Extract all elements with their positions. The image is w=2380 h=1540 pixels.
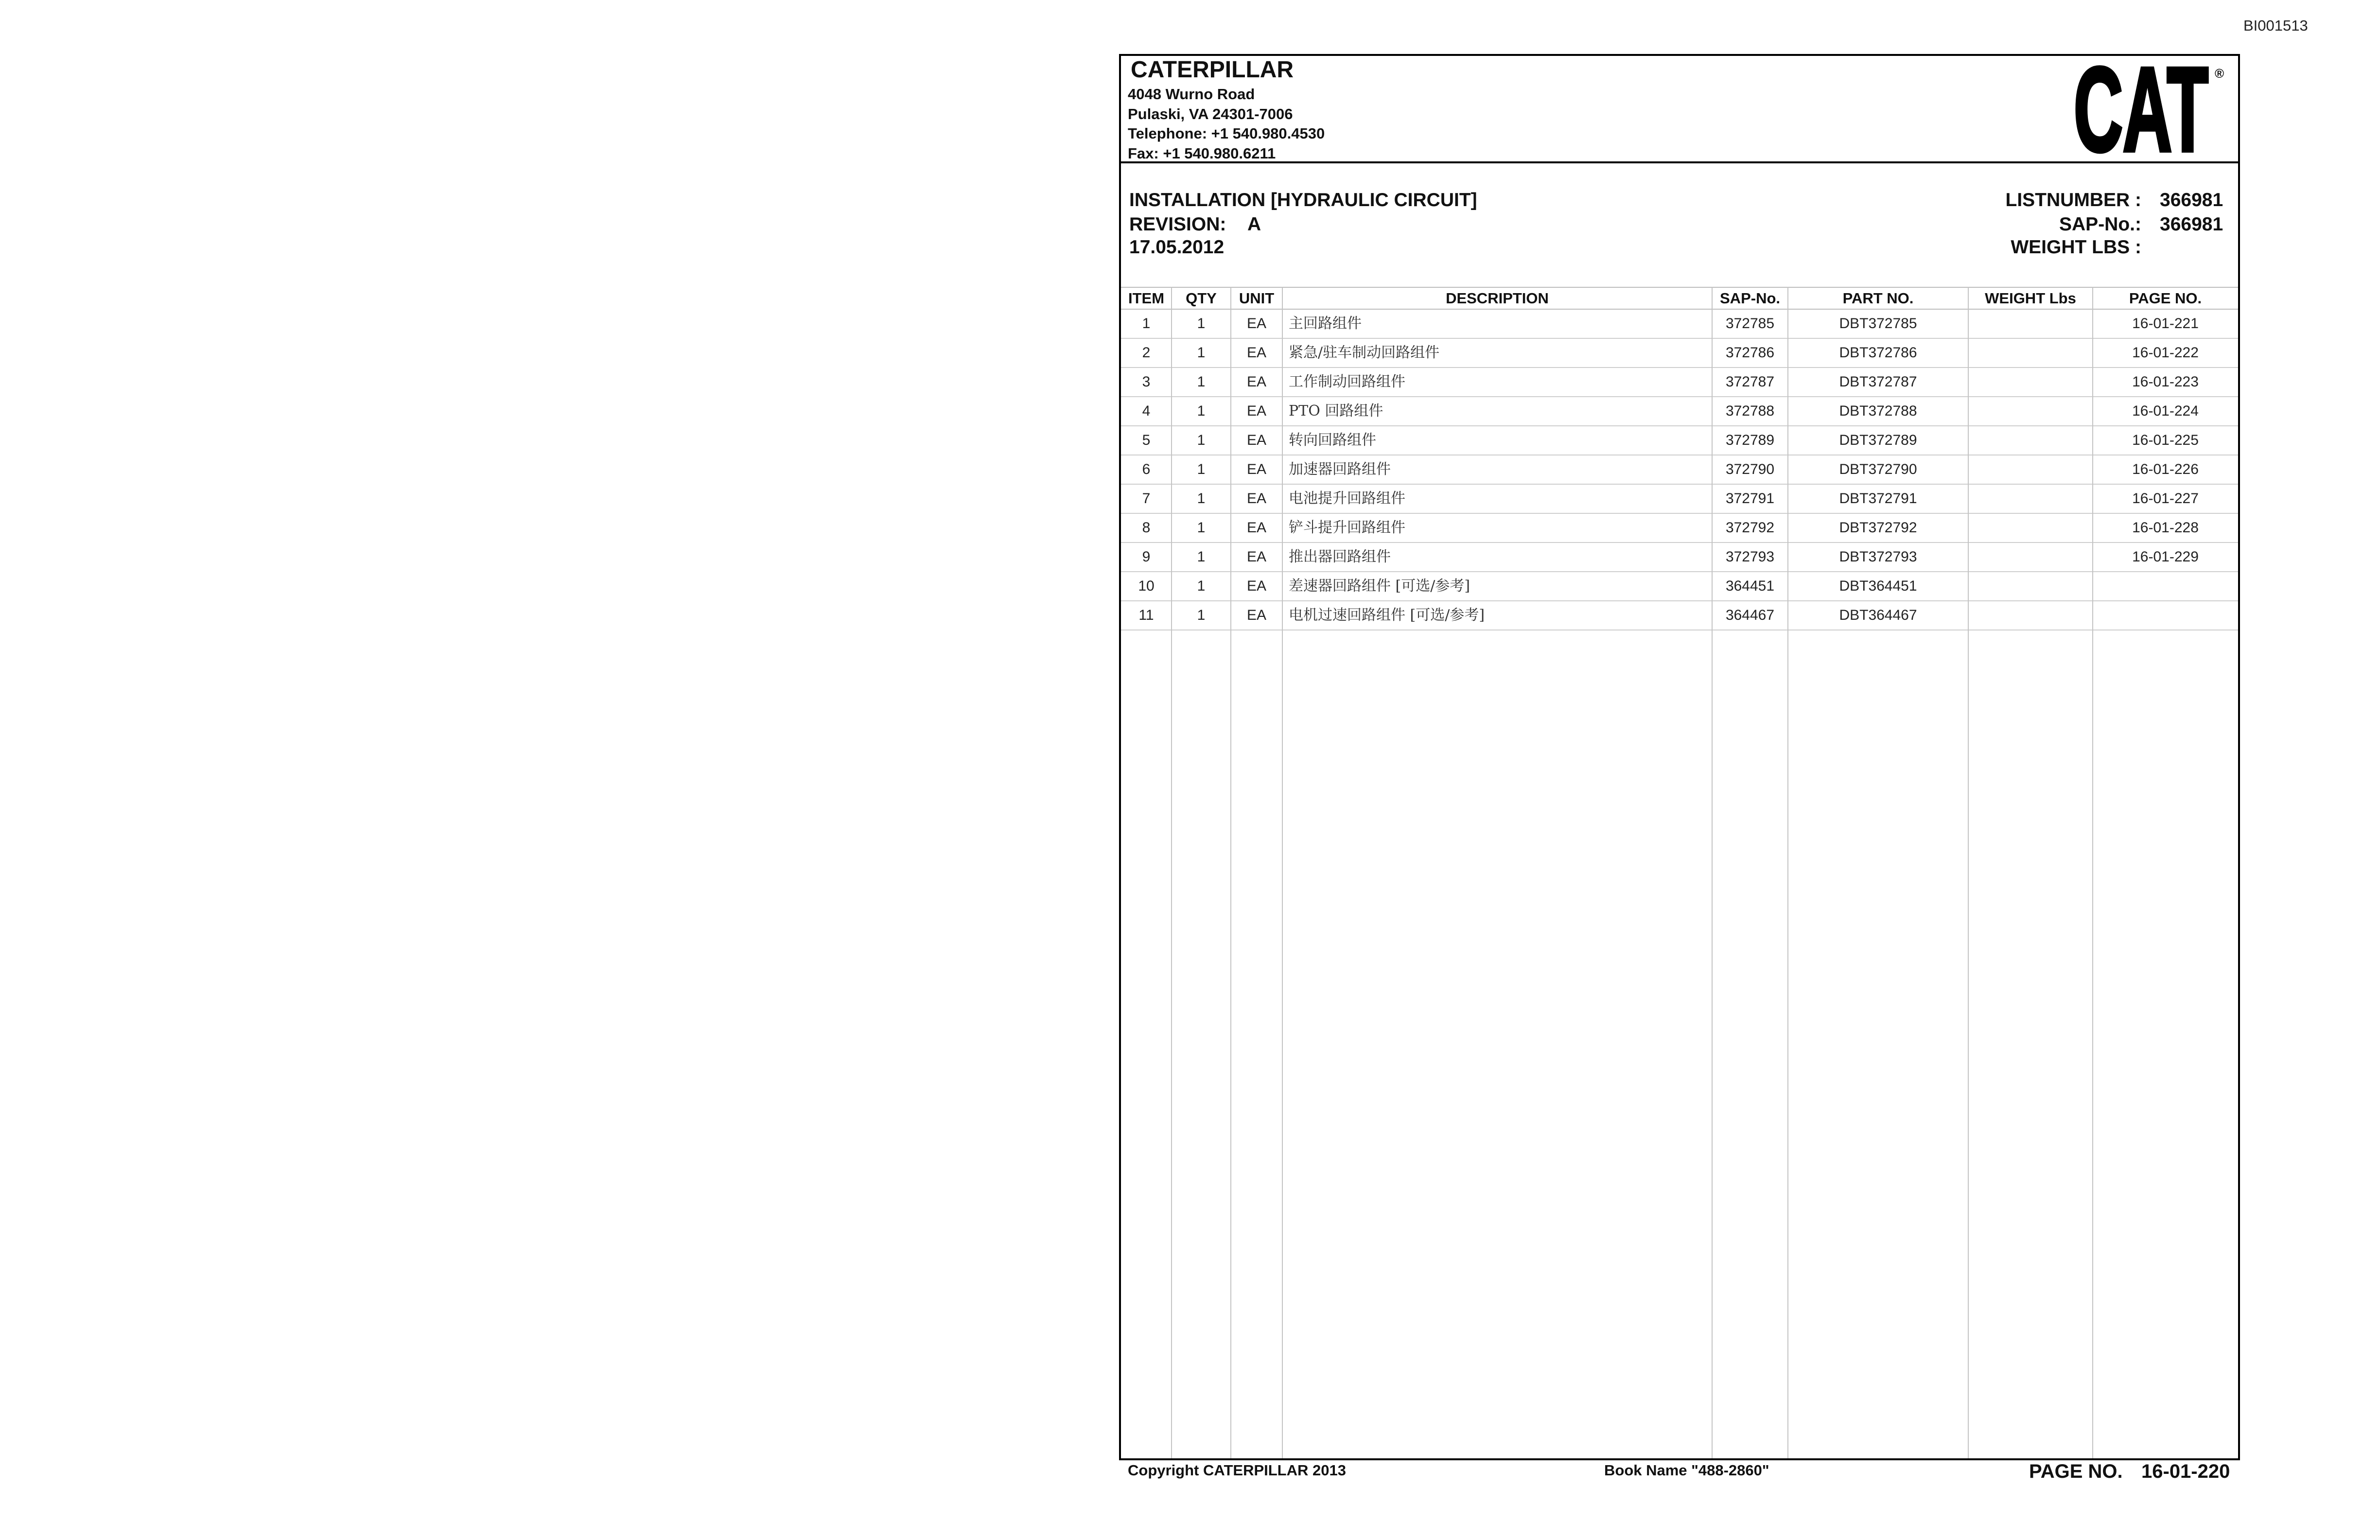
qty-cell: 1 bbox=[1172, 339, 1231, 368]
unit-cell: EA bbox=[1231, 455, 1282, 485]
page-no-cell: 16-01-228 bbox=[2093, 514, 2238, 543]
page-no-cell bbox=[2093, 572, 2238, 601]
weight-cell bbox=[1968, 397, 2093, 426]
parts-table bbox=[1121, 287, 2238, 630]
sap-no-cell: 364467 bbox=[1712, 601, 1788, 630]
item-cell: 9 bbox=[1121, 543, 1172, 572]
part-no-cell: DBT364451 bbox=[1788, 572, 1968, 601]
table-row bbox=[1121, 310, 2238, 339]
weight-cell bbox=[1968, 601, 2093, 630]
revision-label: REVISION: bbox=[1129, 214, 1226, 235]
page-no-cell: 16-01-227 bbox=[2093, 485, 2238, 514]
cat-logo-icon bbox=[2072, 62, 2218, 155]
description-cell: 推出器回路组件 bbox=[1282, 543, 1712, 572]
qty-cell: 1 bbox=[1172, 514, 1231, 543]
weight-cell bbox=[1968, 455, 2093, 485]
item-cell: 11 bbox=[1121, 601, 1172, 630]
part-no-cell: DBT372787 bbox=[1788, 368, 1968, 397]
table-row bbox=[1121, 426, 2238, 455]
column-divider bbox=[1712, 287, 1713, 1458]
weight-cell bbox=[1968, 426, 2093, 455]
company-address bbox=[1128, 85, 1325, 163]
address-line-street: 4048 Wurno Road bbox=[1128, 86, 1255, 103]
item-cell: 3 bbox=[1121, 368, 1172, 397]
sap-no-cell: 372792 bbox=[1712, 514, 1788, 543]
registered-mark-icon: ® bbox=[2215, 66, 2224, 81]
column-header-qty: QTY bbox=[1172, 287, 1231, 310]
table-row bbox=[1121, 368, 2238, 397]
unit-cell: EA bbox=[1231, 572, 1282, 601]
qty-cell: 1 bbox=[1172, 426, 1231, 455]
description-cell: 工作制动回路组件 bbox=[1282, 368, 1712, 397]
page-no-cell: 16-01-224 bbox=[2093, 397, 2238, 426]
item-cell: 7 bbox=[1121, 485, 1172, 514]
part-no-cell: DBT364467 bbox=[1788, 601, 1968, 630]
address-line-city: Pulaski, VA 24301-7006 bbox=[1128, 105, 1293, 122]
sap-no-cell: 364451 bbox=[1712, 572, 1788, 601]
weight-cell bbox=[1968, 485, 2093, 514]
page-number-value: 16-01-220 bbox=[2141, 1461, 2230, 1482]
weight-cell bbox=[1968, 368, 2093, 397]
column-header-part-no: PART NO. bbox=[1788, 287, 1968, 310]
unit-cell: EA bbox=[1231, 543, 1282, 572]
table-row bbox=[1121, 339, 2238, 368]
sap-no-cell: 372787 bbox=[1712, 368, 1788, 397]
column-header-page-no: PAGE NO. bbox=[2093, 287, 2238, 310]
column-divider bbox=[1968, 287, 1969, 1458]
page-no-cell: 16-01-226 bbox=[2093, 455, 2238, 485]
unit-cell: EA bbox=[1231, 601, 1282, 630]
description-cell: 紧急/驻车制动回路组件 bbox=[1282, 339, 1712, 368]
page-number-label: PAGE NO. bbox=[2029, 1461, 2123, 1482]
qty-cell: 1 bbox=[1172, 543, 1231, 572]
table-row bbox=[1121, 514, 2238, 543]
description-cell: 电池提升回路组件 bbox=[1282, 485, 1712, 514]
company-name: CATERPILLAR bbox=[1131, 57, 1294, 83]
sap-no-value: 366981 bbox=[2160, 214, 2223, 235]
description-cell: 加速器回路组件 bbox=[1282, 455, 1712, 485]
table-header-row bbox=[1121, 287, 2238, 310]
revision-value: A bbox=[1247, 214, 1261, 235]
item-cell: 1 bbox=[1121, 310, 1172, 339]
page-no-cell: 16-01-223 bbox=[2093, 368, 2238, 397]
page-no-cell: 16-01-222 bbox=[2093, 339, 2238, 368]
table-row bbox=[1121, 397, 2238, 426]
part-no-cell: DBT372793 bbox=[1788, 543, 1968, 572]
description-cell: 转向回路组件 bbox=[1282, 426, 1712, 455]
unit-cell: EA bbox=[1231, 368, 1282, 397]
description-cell: 电机过速回路组件 [可选/参考] bbox=[1282, 601, 1712, 630]
item-cell: 6 bbox=[1121, 455, 1172, 485]
part-no-cell: DBT372792 bbox=[1788, 514, 1968, 543]
item-cell: 8 bbox=[1121, 514, 1172, 543]
weight-cell bbox=[1968, 310, 2093, 339]
document-date: 17.05.2012 bbox=[1129, 237, 1225, 258]
part-no-cell: DBT372785 bbox=[1788, 310, 1968, 339]
column-header-item: ITEM bbox=[1121, 287, 1172, 310]
part-no-cell: DBT372789 bbox=[1788, 426, 1968, 455]
part-no-cell: DBT372791 bbox=[1788, 485, 1968, 514]
description-cell: 主回路组件 bbox=[1282, 310, 1712, 339]
table-row bbox=[1121, 455, 2238, 485]
list-number-label: LISTNUMBER : bbox=[2005, 190, 2141, 210]
qty-cell: 1 bbox=[1172, 455, 1231, 485]
weight-cell bbox=[1968, 572, 2093, 601]
page-no-cell bbox=[2093, 601, 2238, 630]
column-divider bbox=[1282, 287, 1283, 1458]
column-header-unit: UNIT bbox=[1231, 287, 1282, 310]
unit-cell: EA bbox=[1231, 426, 1282, 455]
unit-cell: EA bbox=[1231, 514, 1282, 543]
column-divider bbox=[1171, 287, 1172, 1458]
table-row bbox=[1121, 601, 2238, 630]
unit-cell: EA bbox=[1231, 397, 1282, 426]
weight-label: WEIGHT LBS : bbox=[2011, 237, 2141, 258]
description-cell: PTO 回路组件 bbox=[1282, 397, 1712, 426]
sap-no-cell: 372788 bbox=[1712, 397, 1788, 426]
document-frame bbox=[1119, 54, 2240, 1460]
part-no-cell: DBT372788 bbox=[1788, 397, 1968, 426]
part-no-cell: DBT372790 bbox=[1788, 455, 1968, 485]
qty-cell: 1 bbox=[1172, 485, 1231, 514]
address-line-telephone: Telephone: +1 540.980.4530 bbox=[1128, 125, 1325, 142]
qty-cell: 1 bbox=[1172, 397, 1231, 426]
sap-no-label: SAP-No.: bbox=[2059, 214, 2141, 235]
page-no-cell: 16-01-229 bbox=[2093, 543, 2238, 572]
page-no-cell: 16-01-221 bbox=[2093, 310, 2238, 339]
item-cell: 4 bbox=[1121, 397, 1172, 426]
copyright-notice: Copyright CATERPILLAR 2013 bbox=[1128, 1462, 1346, 1479]
unit-cell: EA bbox=[1231, 339, 1282, 368]
qty-cell: 1 bbox=[1172, 368, 1231, 397]
table-row bbox=[1121, 572, 2238, 601]
column-divider bbox=[1230, 287, 1231, 1458]
column-divider bbox=[2092, 287, 2093, 1458]
logo-wordmark: CAT bbox=[2074, 62, 2208, 155]
list-number-value: 366981 bbox=[2160, 190, 2223, 210]
item-cell: 5 bbox=[1121, 426, 1172, 455]
document-code: BI001513 bbox=[2243, 17, 2308, 34]
weight-cell bbox=[1968, 514, 2093, 543]
book-name: Book Name "488-2860" bbox=[1604, 1462, 1769, 1479]
weight-cell bbox=[1968, 543, 2093, 572]
qty-cell: 1 bbox=[1172, 601, 1231, 630]
column-header-weight: WEIGHT Lbs bbox=[1968, 287, 2093, 310]
page-no-cell: 16-01-225 bbox=[2093, 426, 2238, 455]
item-cell: 2 bbox=[1121, 339, 1172, 368]
qty-cell: 1 bbox=[1172, 310, 1231, 339]
table-row bbox=[1121, 485, 2238, 514]
table-row bbox=[1121, 543, 2238, 572]
part-no-cell: DBT372786 bbox=[1788, 339, 1968, 368]
unit-cell: EA bbox=[1231, 485, 1282, 514]
description-cell: 铲斗提升回路组件 bbox=[1282, 514, 1712, 543]
sap-no-cell: 372785 bbox=[1712, 310, 1788, 339]
column-header-sap-no: SAP-No. bbox=[1712, 287, 1788, 310]
sap-no-cell: 372791 bbox=[1712, 485, 1788, 514]
table-body bbox=[1121, 310, 2238, 630]
sap-no-cell: 372789 bbox=[1712, 426, 1788, 455]
document-title: INSTALLATION [HYDRAULIC CIRCUIT] bbox=[1129, 190, 1477, 210]
column-divider bbox=[1787, 287, 1788, 1458]
sap-no-cell: 372790 bbox=[1712, 455, 1788, 485]
qty-cell: 1 bbox=[1172, 572, 1231, 601]
address-line-fax: Fax: +1 540.980.6211 bbox=[1128, 144, 1276, 162]
weight-cell bbox=[1968, 339, 2093, 368]
item-cell: 10 bbox=[1121, 572, 1172, 601]
column-header-description: DESCRIPTION bbox=[1282, 287, 1712, 310]
unit-cell: EA bbox=[1231, 310, 1282, 339]
sap-no-cell: 372793 bbox=[1712, 543, 1788, 572]
sap-no-cell: 372786 bbox=[1712, 339, 1788, 368]
description-cell: 差速器回路组件 [可选/参考] bbox=[1282, 572, 1712, 601]
